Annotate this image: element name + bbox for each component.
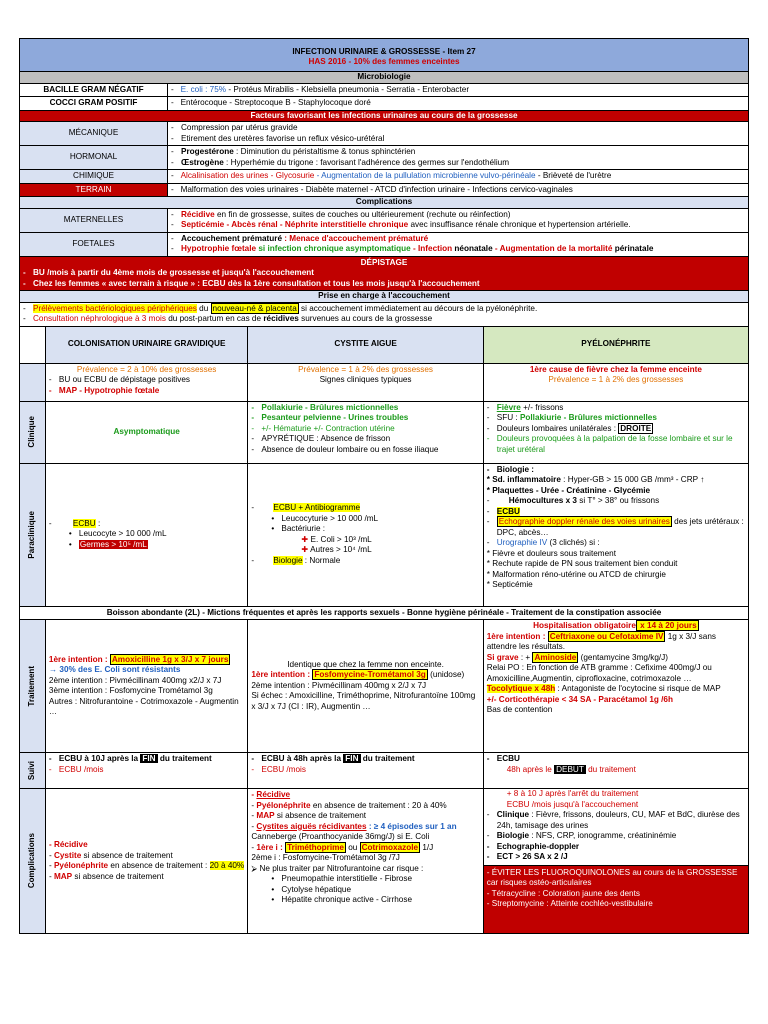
cc1-line-4: - MAP si absence de traitement (48, 871, 164, 881)
micro-row-cgp (20, 97, 748, 111)
col-header-cystite: CYSTITE AIGUE (248, 327, 483, 363)
facteur-terrain (20, 184, 748, 198)
c1-ecbu-line: - ECBU : (49, 519, 244, 530)
cc1-map: MAP (53, 871, 73, 881)
t1-line-3: 2ème intention : Pivmécillinam 400mg x2/J x 7J (48, 675, 222, 685)
prevalence-row (20, 364, 748, 402)
compl-foetales-text (168, 233, 748, 256)
c3-hemoc-term: Hémocultures x 3 (508, 496, 577, 505)
facteur-mecanique-label: MÉCANIQUE (20, 122, 168, 145)
cc2-line-6: - 1ère i : Triméthoprime ou Cotrimoxazole 1/J (251, 842, 434, 852)
cc2-cystites: Cystites aiguës récidivantes (256, 821, 367, 831)
cc2-line-3: - MAP si absence de traitement (251, 811, 367, 820)
neonatale-term: néonatale (452, 244, 493, 253)
compl-side (20, 789, 46, 933)
frissons-text: +/- frissons (520, 402, 564, 412)
compl-maternelles (20, 209, 748, 233)
c2-ecbu-term: ECBU + Antibiogramme (273, 503, 361, 512)
ecoli-text: E. coli : 75% (180, 84, 227, 94)
s3-clinique-term: Clinique (496, 810, 530, 819)
t2-line-3: 2ème intention : Pivmécillinam 400mg x 2/J x 7J (251, 680, 427, 690)
c2-ecoli (301, 535, 479, 546)
c3-sd-term: * Sd. inflammatoire (486, 475, 561, 484)
pyelo-sign-4: - Douleurs provoquées à la palpation de la fosse lombaire et sur le trajet urétéral (487, 434, 745, 455)
depistage-line-2: - Chez les femmes « avec terrain à risque » : ECBU dès la 1ère consultation et tous les mois jusqu'à l'accouchement (23, 279, 745, 290)
suivi-cystite (248, 753, 483, 788)
c2-biologie-term: Biologie (273, 555, 303, 565)
traitement-colonisation (46, 620, 248, 752)
progesterone-term: Progestérone (181, 147, 234, 156)
prevalence-c3-value: Prévalence = 1 à 2% des grossesses (548, 375, 684, 384)
facteur-terrain-text: - Malformation des voies urinaires - Diabète maternel - ATCD d'infection urinaire - Infections cervico-vaginales (171, 184, 573, 194)
depistage-line-1: - BU /mois à partir du 4ème mois de grossesse et jusqu'à l'accouchement (23, 268, 745, 279)
c1-germes (69, 540, 244, 551)
s3-line-3: ECBU /mois jusqu'à l'accouchement (506, 799, 639, 809)
c2-bacteriurie: • Bactériurie : (271, 524, 479, 535)
chimique-red: Alcalinisation des urines - Glycosurie (180, 171, 315, 180)
facteur-mecanique-text (168, 122, 748, 145)
cc2-cotrimox: Cotrimoxazole (361, 842, 419, 852)
paraclinique-side-label: Paraclinique (27, 510, 37, 559)
prevalence-colonisation (46, 364, 248, 401)
c1-germes-value: Germes > 10⁵ /mL (79, 539, 147, 549)
hormonal-line-1 (171, 147, 745, 158)
facteur-chimique (20, 170, 748, 184)
cc1-line-1: - Récidive (48, 840, 88, 849)
micro-label-cgp: COCCI GRAM POSITIF (20, 97, 168, 110)
c2-autres-marker: ✚ (301, 545, 309, 554)
cc1-map-desc: si absence de traitement (72, 871, 164, 881)
c3-echo-value: des jets urétéraux : DPC, abcès… (496, 517, 744, 537)
t1-amoxicilline: Amoxicilline 1g x 3/J x 7 jours (111, 654, 229, 664)
prevalence-pyelo (484, 364, 748, 401)
compl-row (20, 789, 748, 933)
micro-text-cgp: - Entérocoque - Streptocoque B - Staphylocoque doré (171, 98, 371, 107)
compl-side-label: Complications (27, 833, 37, 889)
s3-biologie-term: Biologie (496, 831, 530, 840)
recidive-term: Récidive (181, 209, 215, 219)
t3-line-6: Bas de contention (486, 705, 553, 714)
compl-pyelo-warning (484, 865, 748, 934)
t2-line-4: Si échec : Amoxicilline, Triméthoprime, Nitrofurantoïne 100mg x 3/J x 7J (CI : IR), Augmentin … (251, 691, 476, 711)
compl-foetales-label: FOETALES (20, 233, 168, 256)
c2-autres-value: Autres > 10⁴ /mL (310, 545, 372, 554)
t3-hosp-duration: x 14 à 20 jours (637, 621, 697, 630)
warning-strepto: - Streptomycine : Atteinte cochléo-vestibulaire (486, 899, 653, 908)
s3-48h: 48h après le (506, 764, 555, 774)
compl-pyelo (484, 789, 748, 933)
fievre-term: Fièvre (496, 402, 521, 412)
s3-clinique (487, 810, 745, 831)
s2-line-1 (251, 754, 479, 765)
c3-uro-3: * Malformation réno-utérine ou ATCD de chirurgie (486, 569, 666, 579)
recidive-desc: en fin de grossesse, suites de couches ou ultérieurement (rechute ou réinfection) (214, 209, 511, 219)
t2-unidose: (unidose) (427, 670, 465, 680)
t3-plus: : + (518, 652, 533, 662)
traitement-side (20, 620, 46, 752)
paraclinique-colonisation (46, 464, 248, 606)
cc2-line-2: - Pyélonéphrite en absence de traitement : 20 à 40% (251, 800, 447, 810)
traitement-pyelo (484, 620, 748, 752)
t1-line-4: 3ème intention : Fosfomycine Trométamol 3g (48, 686, 213, 695)
nouveau-ne-term: nouveau-né & placenta (212, 303, 297, 313)
s1-line-2: - ECBU /mois (49, 765, 244, 776)
cc1-line-2: - Cystite si absence de traitement (48, 850, 173, 860)
cc1-line-3: - Pyélonéphrite en absence de traitement : 20 à 40% (48, 861, 245, 870)
compl-colonisation (46, 789, 248, 933)
s3-line-2: + 8 à 10 J après l'arrêt du traitement (506, 789, 639, 798)
compl-maternelles-text (168, 209, 748, 232)
c3-biologie-title: - Biologie : (487, 465, 745, 476)
cc1-pyelo-rate: 20 à 40% (209, 861, 245, 870)
c3-uro (487, 538, 745, 549)
s3-echo: - Echographie-doppler (487, 842, 745, 853)
c2-biologie-value: : Normale (302, 555, 341, 565)
pec-du: du (196, 303, 211, 313)
c3-echo-term: Echographie doppler rénale des voies urinaires (498, 517, 670, 526)
hypotrophie-term: Hypotrophie fœtale (181, 244, 257, 253)
prevalence-c1-line-1: - BU ou ECBU de dépistage positives (49, 375, 244, 386)
t3-hosp (487, 621, 745, 632)
droite-term: DROITE (620, 423, 652, 433)
t3-genta: (gentamycine 3mg/kg/J) (578, 652, 668, 662)
warning-tetra: - Tétracycline : Coloration jaune des dents (486, 888, 640, 898)
c1-leucocyte: • Leucocyte > 10 000 /mL (69, 529, 244, 540)
c3-sd-value: : Hyper-GB > 15 000 GB /mm³ - CRP ↑ (560, 475, 705, 484)
pyelo-sign-3 (487, 424, 745, 435)
col-header-pyelonephrite: PYÉLONÉPHRITE (484, 327, 748, 363)
t3-line-2 (487, 653, 745, 664)
corner-cell (20, 327, 46, 363)
cc2-line-5: Canneberge (Proanthocyanide 36mg/J) si E. Coli (251, 832, 430, 841)
sfu-term: SFU : (496, 413, 520, 422)
s3-clinique-desc: : Fièvre, frissons, douleurs, CU, MAF et BdC, diurèse des 24h, tamisage des urines (496, 810, 740, 830)
t2-line-1: Identique que chez la femme non enceinte. (287, 659, 444, 669)
prevalence-c3-line-1: 1ère cause de fièvre chez la femme enceinte (529, 364, 702, 374)
cc1-cystite-desc: si absence de traitement (81, 850, 173, 860)
micro-cgp-value: Entérocoque - Streptocoque B - Staphylocoque doré (180, 98, 371, 107)
c2-leucocyturie: • Leucocyturie > 10 000 /mL (271, 514, 479, 525)
sfu-desc: Pollakiurie - Brûlures mictionnelles (519, 413, 657, 422)
cc1-pyelo: Pyélonéphrite (53, 861, 109, 870)
suivi-side (20, 753, 46, 788)
cc2-map-desc: si absence de traitement (274, 811, 367, 820)
cc2-pyelo: Pyélonéphrite (256, 800, 311, 810)
depistage-header: DÉPISTAGE (360, 257, 408, 267)
cc2-line-4: - Cystites aiguës récidivantes : ≥ 4 épisodes sur 1 an (251, 821, 457, 831)
s1-ecbu: ECBU à 10J après la (58, 754, 141, 763)
prevalence-c1-line-2: - MAP - Hypotrophie fœtale (49, 386, 244, 397)
t1-line-5: Autres : Nitrofurantoine - Cotrimoxazole - Augmentin … (48, 696, 239, 716)
cc2-ou: ou (345, 842, 360, 852)
cc2-dose: 1/J (420, 842, 434, 852)
t3-tocolytique: Tocolytique x 48h (486, 684, 556, 693)
traitement-side-label: Traitement (27, 665, 37, 707)
s3-debut: DEBUT (556, 764, 584, 774)
s3-biologie-desc: : NFS, CRP, ionogramme, créatininémie (529, 831, 677, 840)
perinatale-term: périnatale (612, 244, 654, 253)
infection-term: - Infection (410, 244, 453, 253)
cystite-sign-4: - APYRÉTIQUE : Absence de frisson (251, 434, 479, 445)
t3-line-5: +/- Corticothérapie < 34 SA - Paracétamol 1g /6h (486, 694, 673, 704)
facteur-terrain-label: TERRAIN (20, 184, 168, 197)
cystite-sign-2: - Pesanteur pelvienne - Urines troubles (251, 413, 479, 424)
clinique-row (20, 402, 748, 464)
c1-ecbu-term: ECBU (72, 518, 96, 528)
recidives-term: récidives (263, 314, 299, 323)
septicemie-desc: avec insuffisance rénale chronique et hypertension artérielle. (408, 220, 631, 229)
t3-ceftriaxone: Ceftriaxone ou Cefotaxime IV (549, 631, 664, 641)
chimique-rest: - Brièveté de l'urètre (535, 171, 612, 180)
oestrogene-term: Œstrogène (181, 157, 224, 167)
cystite-sign-5: - Absence de douleur lombaire ou en fosse iliaque (251, 445, 479, 456)
accouchement-term: Accouchement prématuré (181, 233, 283, 243)
cc2-pyelo-desc: en absence de traitement : 20 à 40% (310, 800, 447, 810)
c3-ecbu-term: ECBU (496, 506, 520, 516)
c3-hemoc-value: si T° > 38° ou frissons (577, 496, 660, 505)
progesterone-desc: : Diminution du péristaltisme & tonus sphinctérien (233, 147, 416, 156)
c3-echo (487, 517, 745, 538)
prevalence-c2-value: Prévalence = 1 à 2% des grossesses (298, 364, 434, 374)
facteurs-header: Facteurs favorisant les infections urinaires au cours de la grossesse (20, 111, 748, 123)
s1-rest: du traitement (157, 754, 212, 763)
paraclinique-cystite (248, 464, 483, 606)
s2-line-2: - ECBU /mois (251, 765, 479, 776)
t2-fosfo: Fosfomycine-Trométamol 3g (314, 670, 426, 680)
title-sub: HAS 2016 - 10% des femmes enceintes (308, 57, 460, 66)
s3-line-1 (487, 765, 745, 776)
cc2-risk-2: • Cytolyse hépatique (271, 885, 479, 896)
boisson-row: Boisson abondante (2L) - Mictions fréquentes et après les rapports sexuels - Bonne hygiène périnéale - Traitement de la constipation associée (20, 607, 748, 621)
compl-maternelles-label: MATERNELLES (20, 209, 168, 232)
cystite-sign-3: - +/- Hématurie +/- Contraction utérine (251, 424, 479, 435)
t2-line-2 (251, 670, 479, 681)
pec-block (20, 303, 748, 327)
prevalence-side (20, 364, 46, 401)
mortalite-term: - Augmentation de la mortalité (492, 244, 613, 253)
pyelo-sign-1 (487, 403, 745, 414)
t1-intention: 1ère intention : (48, 654, 110, 664)
c3-plaquettes: * Plaquettes - Urée - Créatinine - Glycémie (486, 485, 651, 495)
traitement-cystite (248, 620, 483, 752)
facteur-hormonal-text (168, 146, 748, 169)
depistage-block (20, 257, 748, 292)
t3-tocolytique-desc: : Antagoniste de l'ocytocine si risque de MAP (555, 684, 721, 693)
t3-grave: Si grave (486, 652, 519, 662)
compl-foetales (20, 233, 748, 257)
t2-intention: 1ère intention : (251, 670, 313, 680)
cc2-recidive: Récidive (256, 790, 291, 799)
c2-ecbu-line (251, 503, 479, 514)
clinique-cystite (248, 402, 483, 463)
suivi-colonisation (46, 753, 248, 788)
warning-fluoro: - ÉVITER LES FLUOROQUINOLONES au cours de la GROSSESSE car risques ostéo-articulaires (486, 867, 738, 887)
t3-line-4 (487, 684, 745, 695)
cc2-risk-1: • Pneumopathie interstitielle - Fibrose (271, 874, 479, 885)
title-block (20, 39, 748, 72)
pec-line-2-mid: du post-partum en cas de (165, 314, 264, 323)
maternelles-line-2 (171, 220, 745, 231)
cc1-pyelo-desc: en absence de traitement : (108, 861, 210, 870)
c2-ecoli-value: E. Coli > 10³ /mL (310, 534, 372, 544)
c3-uro-value: (3 clichés) si : (547, 538, 600, 547)
cystite-sign-1: - Pollakiurie - Brûlures mictionnelles (251, 403, 479, 414)
hormonal-line-2 (171, 158, 745, 169)
pyelo-sign-2 (487, 413, 745, 424)
suivi-row (20, 753, 748, 789)
col-header-colonisation: COLONISATION URINAIRE GRAVIDIQUE (46, 327, 248, 363)
clinique-side (20, 402, 46, 463)
foetales-line-1 (171, 234, 745, 245)
t3-line-3: Relai PO : En fonction de ATB gramme : Cefixime 400mg/J ou Amoxicilline,Augmentin, ciprofloxacine, cotrimoxazole … (486, 663, 712, 683)
c3-uro-4: * Septicémie (486, 580, 533, 589)
suivi-side-label: Suivi (27, 760, 37, 781)
s1-fin: FIN (142, 754, 156, 763)
pec-line-1 (23, 304, 745, 315)
compl-cystite (248, 789, 483, 933)
t3-aminoside: Aminoside (534, 652, 577, 662)
pec-header: Prise en charge à l'accouchement (20, 291, 748, 303)
c2-germes-block (251, 535, 479, 556)
micro-header: Microbiologie (20, 72, 748, 84)
recap-sheet (19, 38, 749, 934)
t1-line-1 (49, 655, 244, 666)
terrain-value: Malformation des voies urinaires - Diabète maternel - ATCD d'infection urinaire - Infections cervico-vaginales (180, 184, 573, 194)
facteur-mecanique (20, 122, 748, 146)
cc1-cystite: Cystite (53, 850, 82, 860)
c3-uro-1: * Fièvre et douleurs sous traitement (486, 548, 616, 558)
cc2-trimetho: Triméthoprime (287, 842, 344, 852)
s2-rest: du traitement (360, 754, 415, 763)
s3-ect: - ECT > 26 SA x 2 /J (487, 852, 745, 863)
cc2-line-7: 2ème i : Fosfomycine-Trométamol 3g /7J (251, 853, 400, 862)
pec-line-2-rest: survenues au cours de la grossesse (298, 314, 433, 323)
t3-hosp-term: Hospitalisation obligatoire (533, 621, 636, 630)
cc2-1i: 1ère i : (256, 842, 286, 852)
cc1-recidive: Récidive (53, 840, 88, 849)
micro-text-bgn: - E. coli : 75% - Protéus Mirabilis - Klebsiella pneumonia - Serratia - Enterobacter (171, 84, 470, 94)
prelevements-term: Prélèvements bactériologiques périphériques (33, 303, 197, 313)
c3-uro-term: Urographie IV (496, 538, 548, 547)
s1-line-1 (49, 754, 244, 765)
paraclinique-pyelo (484, 464, 748, 606)
mecanique-line-2: - Etirement des uretères favorise un reflux vésico-urétéral (171, 134, 745, 145)
clinique-pyelo (484, 402, 748, 463)
cc2-line-1: - Récidive (251, 790, 291, 799)
pec-line-1-rest: si accouchement immédiatement au décours de la pyélonéphrite. (298, 303, 538, 313)
micro-rest-bgn: - Protéus Mirabilis - Klebsiella pneumonia - Serratia - Enterobacter (226, 84, 470, 94)
accouchement-desc: : Menace d'accouchement prématuré (282, 233, 429, 243)
douleurs-term: Douleurs lombaires unilatérales : (496, 423, 619, 433)
c3-sd-inflam (487, 475, 745, 486)
s3-biologie (487, 831, 745, 842)
c2-autres (301, 545, 479, 556)
traitement-row (20, 620, 748, 753)
prevalence-cystite (248, 364, 483, 401)
septicemie-term: Septicémie - Abcès rénal - Néphrite interstitielle chronique (181, 220, 409, 229)
hypotrophie-desc: si infection chronique asymptomatique (256, 244, 411, 253)
clinique-side-label: Clinique (27, 416, 37, 448)
cc2-map: MAP (256, 811, 275, 820)
prevalence-c2-line-1: Signes cliniques typiques (319, 375, 412, 384)
facteur-chimique-text: - Alcalinisation des urines - Glycosurie - Augmentation de la pullulation microbienne vulvo-périnéale - Brièveté de l'urètre (171, 171, 612, 180)
paraclinique-side (20, 464, 46, 606)
micro-label-bgn: BACILLE GRAM NÉGATIF (20, 84, 168, 97)
title-main: INFECTION URINAIRE & GROSSESSE - Item 27 (292, 46, 476, 56)
c3-hemoc (487, 496, 745, 507)
s3-traitement: du traitement (585, 764, 636, 774)
foetales-line-2 (171, 244, 745, 255)
t3-line-1 (487, 632, 745, 653)
c2-ecoli-marker: ✚ (301, 534, 309, 544)
cc2-line-8: ⮚ Ne plus traiter par Nitrofurantoine car risque : (251, 863, 424, 873)
s2-fin: FIN (345, 754, 359, 763)
facteur-hormonal-label: HORMONAL (20, 146, 168, 169)
suivi-pyelo-cont (484, 789, 748, 865)
consult-nephro-term: Consultation néphrologique à 3 mois (33, 314, 166, 323)
cc2-episodes: : ≥ 4 épisodes sur 1 an (366, 821, 457, 831)
cc2-risk-3: • Hépatite chronique active - Cirrhose (271, 895, 479, 906)
columns-header-row (20, 327, 748, 364)
prevalence-c1-value: Prévalence = 2 à 10% des grossesses (76, 364, 217, 374)
pec-line-2 (23, 314, 745, 325)
suivi-pyelo (484, 753, 748, 788)
t3-line-1-rest: 1g x 3/J sans attendre les résultats. (486, 631, 716, 651)
s3-ecbu: - ECBU (487, 754, 745, 765)
complications-header: Complications (20, 197, 748, 209)
chimique-blue: - Augmentation de la pullulation microbienne vulvo-périnéale (314, 171, 536, 180)
t1-line-2: → 30% des E. Coli sont résistants (48, 665, 181, 674)
micro-row-bgn (20, 84, 748, 98)
s2-ecbu: ECBU à 48h après la (261, 754, 344, 763)
oestrogene-desc: : Hyperhémie du trigone : favorisant l'adhérence des germes sur l'endothélium (223, 157, 510, 167)
paraclinique-row (20, 464, 748, 607)
maternelles-line-1 (171, 210, 745, 221)
facteur-hormonal (20, 146, 748, 170)
c2-biologie-line (251, 556, 479, 567)
mecanique-line-1: - Compression par utérus gravide (171, 123, 745, 134)
facteur-chimique-label: CHIMIQUE (20, 170, 168, 183)
t3-intention: 1ère intention : (486, 631, 548, 641)
c3-uro-2: * Rechute rapide de PN sous traitement bien conduit (486, 559, 678, 568)
clinique-colonisation: Asymptomatique (46, 402, 248, 463)
